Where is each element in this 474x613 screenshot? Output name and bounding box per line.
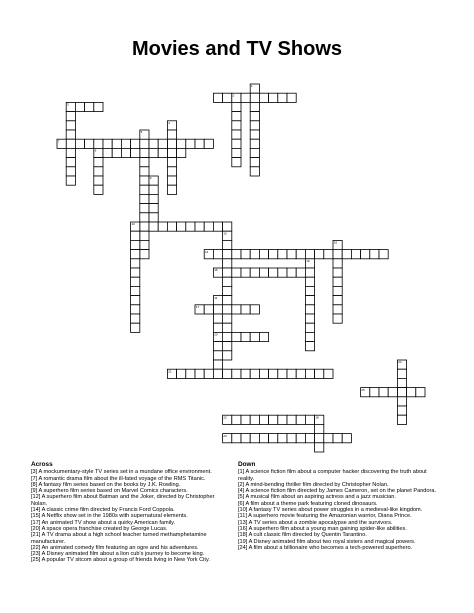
grid-cell[interactable] — [305, 314, 314, 323]
grid-cell[interactable] — [269, 268, 278, 277]
grid-cell[interactable] — [158, 139, 167, 148]
grid-cell[interactable] — [333, 268, 342, 277]
grid-cell[interactable] — [140, 240, 149, 249]
grid-cell[interactable] — [397, 397, 406, 406]
grid-cell[interactable] — [250, 305, 259, 314]
grid-cell[interactable] — [149, 222, 158, 231]
grid-cell[interactable] — [66, 148, 75, 157]
grid-cell[interactable] — [370, 250, 379, 259]
grid-cell[interactable] — [397, 406, 406, 415]
grid-cell[interactable] — [94, 185, 103, 194]
grid-cell[interactable] — [333, 277, 342, 286]
grid-cell[interactable] — [342, 434, 351, 443]
grid-cell[interactable] — [149, 194, 158, 203]
grid-cell-number: 21 — [168, 369, 172, 374]
grid-cell[interactable] — [250, 369, 259, 378]
grid-cell[interactable] — [103, 148, 112, 157]
grid-cell[interactable] — [223, 250, 232, 259]
grid-cell-number: 4 — [168, 121, 170, 125]
grid-cell[interactable] — [397, 369, 406, 378]
grid-cell[interactable] — [131, 240, 140, 249]
grid-cell[interactable] — [232, 305, 241, 314]
grid-cell[interactable] — [407, 388, 416, 397]
grid-cell[interactable] — [66, 167, 75, 176]
grid-cell[interactable] — [232, 121, 241, 130]
grid-cell[interactable] — [223, 277, 232, 286]
grid-cell[interactable] — [195, 139, 204, 148]
grid-cell[interactable] — [278, 93, 287, 102]
grid-cell[interactable] — [213, 351, 222, 360]
grid-cell[interactable] — [296, 369, 305, 378]
grid-cell-number: 2 — [232, 93, 235, 98]
grid-cell[interactable] — [351, 250, 360, 259]
grid-cell[interactable] — [333, 250, 342, 259]
grid-cell[interactable] — [186, 222, 195, 231]
grid-cell[interactable] — [287, 268, 296, 277]
grid-cell[interactable] — [158, 222, 167, 231]
grid-cell-number: 5 — [140, 130, 143, 135]
grid-cell[interactable] — [259, 250, 268, 259]
grid-cell[interactable] — [121, 139, 130, 148]
grid-cell[interactable] — [195, 222, 204, 231]
grid-cell-number: 1 — [251, 84, 253, 89]
grid-cell[interactable] — [131, 305, 140, 314]
grid-cell[interactable] — [177, 139, 186, 148]
grid-cell[interactable] — [66, 158, 75, 167]
down-clue: [1] A science fiction film about a computer hacker discovering the truth about reality. — [238, 469, 427, 482]
grid-cell[interactable] — [287, 250, 296, 259]
grid-cell[interactable] — [287, 434, 296, 443]
grid-cell[interactable] — [186, 369, 195, 378]
grid-cell[interactable] — [305, 332, 314, 341]
grid-cell[interactable] — [223, 351, 232, 360]
grid-cell[interactable] — [250, 250, 259, 259]
grid-cell[interactable] — [131, 139, 140, 148]
grid-cell-number: 17 — [195, 305, 200, 309]
grid-cell[interactable] — [223, 93, 232, 102]
grid-cell[interactable] — [66, 130, 75, 139]
grid-cell[interactable] — [259, 369, 268, 378]
grid-cell[interactable] — [333, 259, 342, 268]
grid-cell[interactable] — [305, 277, 314, 286]
across-clue: [15] A Netflix show set in the 1980s with supernatural elements. — [31, 513, 188, 520]
grid-cell[interactable] — [250, 121, 259, 130]
grid-cell[interactable] — [213, 369, 222, 378]
grid-cell[interactable] — [167, 167, 176, 176]
grid-cell[interactable] — [140, 222, 149, 231]
grid-cell[interactable] — [66, 176, 75, 185]
grid-cell[interactable] — [324, 250, 333, 259]
grid-cell[interactable] — [213, 314, 222, 323]
grid-cell[interactable] — [232, 332, 241, 341]
grid-cell[interactable] — [241, 268, 250, 277]
grid-cell[interactable] — [131, 259, 140, 268]
grid-cell[interactable] — [269, 415, 278, 424]
down-clue: [2] A mind-bending thriller film directed by Christopher Nolan. — [238, 481, 389, 488]
grid-cell-number: 24 — [398, 360, 402, 365]
grid-cell[interactable] — [269, 250, 278, 259]
across-clue: [12] A superhero film about Batman and the Joker, directed by Christopher Nolan. — [31, 494, 215, 507]
grid-cell[interactable] — [223, 240, 232, 249]
grid-cell[interactable] — [241, 369, 250, 378]
grid-cell[interactable] — [167, 222, 176, 231]
grid-cell[interactable] — [315, 434, 324, 443]
grid-cell[interactable] — [259, 268, 268, 277]
grid-cell[interactable] — [315, 250, 324, 259]
grid-cell[interactable] — [250, 130, 259, 139]
grid-cell[interactable] — [103, 139, 112, 148]
grid-cell-number: 19 — [306, 259, 310, 263]
grid-cell[interactable] — [232, 268, 241, 277]
down-clue: [11] A superhero movie featuring the Amazonian warrior, Diana Prince. — [238, 513, 412, 520]
grid-cell[interactable] — [397, 378, 406, 387]
grid-cell[interactable] — [296, 250, 305, 259]
grid-cell[interactable] — [333, 305, 342, 314]
grid-cell[interactable] — [94, 139, 103, 148]
grid-cell[interactable] — [250, 139, 259, 148]
grid-cell[interactable] — [223, 296, 232, 305]
grid-cell[interactable] — [305, 323, 314, 332]
across-clue: [7] A romantic drama film about the ill-fated voyage of the RMS Titanic. — [31, 475, 206, 482]
grid-cell[interactable] — [278, 415, 287, 424]
grid-cell[interactable] — [204, 305, 213, 314]
grid-cell[interactable] — [232, 139, 241, 148]
grid-cell[interactable] — [167, 176, 176, 185]
grid-cell[interactable] — [250, 332, 259, 341]
grid-cell[interactable] — [149, 185, 158, 194]
grid-cell[interactable] — [75, 102, 84, 111]
down-clues — [238, 462, 443, 551]
across-clue: [20] A space opera franchise created by George Lucas. — [31, 525, 168, 532]
grid-cell-number: 11 — [214, 295, 218, 300]
grid-cell[interactable] — [75, 139, 84, 148]
grid-cell-number: 13 — [223, 231, 227, 236]
grid-cell[interactable] — [167, 148, 176, 157]
grid-cell[interactable] — [213, 342, 222, 351]
grid-cell[interactable] — [333, 314, 342, 323]
grid-cell[interactable] — [195, 369, 204, 378]
down-clue: [18] A cult classic film directed by Quentin Tarantino. — [238, 532, 367, 539]
grid-cell[interactable] — [213, 305, 222, 314]
grid-cell[interactable] — [250, 167, 259, 176]
grid-cell[interactable] — [112, 139, 121, 148]
grid-cell[interactable] — [112, 148, 121, 157]
grid-cell[interactable] — [66, 121, 75, 130]
grid-cell[interactable] — [140, 148, 149, 157]
across-clue: [25] A popular TV sitcom about a group of friends living in New York City. — [31, 557, 210, 564]
grid-cell[interactable] — [94, 158, 103, 167]
grid-cell-number: 25 — [361, 387, 365, 392]
grid-cell[interactable] — [379, 388, 388, 397]
grid-cell[interactable] — [250, 112, 259, 121]
grid-cell[interactable] — [177, 369, 186, 378]
grid-cell[interactable] — [213, 323, 222, 332]
down-clue: [5] A musical film about an aspiring actress and a jazz musician. — [238, 494, 396, 501]
grid-cell[interactable] — [232, 434, 241, 443]
grid-cell[interactable] — [140, 158, 149, 167]
grid-cell[interactable] — [85, 102, 94, 111]
grid-cell[interactable] — [342, 250, 351, 259]
grid-cell[interactable] — [333, 434, 342, 443]
grid-cell[interactable] — [223, 332, 232, 341]
grid-cell-number: 14 — [205, 249, 209, 254]
grid-cell[interactable] — [259, 332, 268, 341]
grid-cell[interactable] — [250, 158, 259, 167]
grid-cell-number: 7 — [57, 139, 60, 144]
down-clue: [19] A Disney animated film about two royal sisters and magical powers. — [238, 538, 416, 545]
grid-cell[interactable] — [241, 250, 250, 259]
grid-cell[interactable] — [259, 434, 268, 443]
grid-cell[interactable] — [223, 342, 232, 351]
grid-cell[interactable] — [140, 185, 149, 194]
grid-cell[interactable] — [305, 369, 314, 378]
grid-cell[interactable] — [131, 314, 140, 323]
grid-cell-number: 20 — [214, 332, 218, 337]
grid-cell[interactable] — [94, 102, 103, 111]
grid-cell[interactable] — [66, 112, 75, 121]
grid-cell[interactable] — [259, 93, 268, 102]
grid-cell[interactable] — [167, 130, 176, 139]
grid-cell[interactable] — [131, 323, 140, 332]
down-clue: [16] A superhero film about a young man gaining spider-like abilities. — [238, 525, 407, 532]
grid-cell[interactable] — [250, 102, 259, 111]
grid-cell[interactable] — [416, 388, 425, 397]
grid-cell[interactable] — [186, 139, 195, 148]
grid-cell[interactable] — [232, 112, 241, 121]
grid-cell[interactable] — [397, 388, 406, 397]
grid-cell[interactable] — [315, 424, 324, 433]
grid-cell[interactable] — [232, 102, 241, 111]
grid-cell[interactable] — [269, 93, 278, 102]
grid-cell[interactable] — [250, 148, 259, 157]
grid-cell[interactable] — [305, 250, 314, 259]
grid-cell[interactable] — [167, 185, 176, 194]
grid-cell[interactable] — [149, 204, 158, 213]
grid-cell[interactable] — [140, 194, 149, 203]
grid-cell-number: 10 — [131, 222, 135, 227]
grid-cell[interactable] — [223, 305, 232, 314]
grid-cell[interactable] — [223, 369, 232, 378]
grid-cell[interactable] — [370, 388, 379, 397]
grid-cell[interactable] — [333, 296, 342, 305]
grid-cell[interactable] — [305, 305, 314, 314]
grid-cell[interactable] — [388, 388, 397, 397]
grid-cell[interactable] — [140, 213, 149, 222]
grid-cell[interactable] — [232, 158, 241, 167]
grid-cell[interactable] — [232, 148, 241, 157]
across-clue: [3] A mockumentary-style TV series set in a mundane office environment. — [31, 469, 212, 476]
grid-cell[interactable] — [305, 268, 314, 277]
grid-cell[interactable] — [213, 360, 222, 369]
grid-cell[interactable] — [66, 139, 75, 148]
grid-cell[interactable] — [241, 434, 250, 443]
grid-cell[interactable] — [305, 296, 314, 305]
grid-cell[interactable] — [149, 213, 158, 222]
grid-cell[interactable] — [140, 250, 149, 259]
across-clue: [21] A TV drama about a high school teacher turned methamphetamine manufacturer. — [31, 532, 207, 545]
grid-cell[interactable] — [85, 139, 94, 148]
grid-cell[interactable] — [204, 222, 213, 231]
grid-cell[interactable] — [131, 286, 140, 295]
grid-cell[interactable] — [315, 443, 324, 452]
grid-cell[interactable] — [140, 139, 149, 148]
grid-cell[interactable] — [250, 415, 259, 424]
down-clue: [6] A film about a theme park featuring cloned dinosaurs. — [238, 500, 378, 507]
grid-cell[interactable] — [259, 415, 268, 424]
grid-cell[interactable] — [278, 268, 287, 277]
grid-cell[interactable] — [296, 268, 305, 277]
grid-cell[interactable] — [140, 167, 149, 176]
grid-cell[interactable] — [324, 434, 333, 443]
grid-cell[interactable] — [232, 130, 241, 139]
grid-cell[interactable] — [204, 369, 213, 378]
across-clue: [23] A Disney animated film about a lion cub's journey to become king. — [31, 551, 205, 558]
grid-cell-number: 3 — [67, 102, 69, 107]
grid-cell[interactable] — [250, 434, 259, 443]
grid-cell[interactable] — [223, 222, 232, 231]
across-clue: [9] A superhero film series based on Marvel Comics characters. — [31, 488, 188, 495]
grid-cell[interactable] — [223, 259, 232, 268]
grid-cell-number: 15 — [214, 268, 218, 273]
grid-cell[interactable] — [213, 93, 222, 102]
grid-cell-number: 23 — [223, 433, 227, 438]
grid-cell[interactable] — [177, 148, 186, 157]
page-title: Movies and TV Shows — [131, 38, 343, 60]
grid-cell[interactable] — [121, 148, 130, 157]
grid-cell[interactable] — [204, 139, 213, 148]
grid-cell[interactable] — [278, 250, 287, 259]
grid-cell[interactable] — [315, 369, 324, 378]
grid-cell[interactable] — [269, 369, 278, 378]
grid-cell[interactable] — [278, 434, 287, 443]
grid-cell[interactable] — [250, 93, 259, 102]
grid-cell[interactable] — [379, 250, 388, 259]
grid-cell[interactable] — [149, 139, 158, 148]
down-clue: [4] A science fiction film directed by James Cameron, set on the planet Pandora. — [238, 488, 437, 495]
grid-cell[interactable] — [131, 277, 140, 286]
grid-cell[interactable] — [250, 268, 259, 277]
grid-cell[interactable] — [131, 268, 140, 277]
across-heading: Across — [31, 461, 53, 468]
grid-cell[interactable] — [131, 296, 140, 305]
grid-cell[interactable] — [287, 369, 296, 378]
grid-cell[interactable] — [333, 286, 342, 295]
grid-cell[interactable] — [305, 286, 314, 295]
grid-cell[interactable] — [223, 286, 232, 295]
grid-cell[interactable] — [131, 250, 140, 259]
grid-cell[interactable] — [94, 176, 103, 185]
grid-cell[interactable] — [140, 176, 149, 185]
grid-cell-number: 16 — [333, 240, 338, 245]
grid-cell[interactable] — [223, 314, 232, 323]
grid-cell[interactable] — [361, 250, 370, 259]
grid-cell[interactable] — [213, 250, 222, 259]
grid-cell[interactable] — [223, 268, 232, 277]
grid-cell[interactable] — [305, 434, 314, 443]
grid-cell[interactable] — [140, 204, 149, 213]
grid-cell[interactable] — [296, 415, 305, 424]
grid-cell[interactable] — [223, 323, 232, 332]
across-clue: [17] An animated TV show about a quirky American family. — [31, 519, 176, 526]
grid-cell[interactable] — [241, 305, 250, 314]
grid-cell[interactable] — [149, 148, 158, 157]
grid-cell[interactable] — [213, 222, 222, 231]
grid-cell-number: 18 — [315, 415, 319, 420]
grid-cell[interactable] — [241, 332, 250, 341]
grid-cell[interactable] — [278, 369, 287, 378]
grid-cell[interactable] — [158, 148, 167, 157]
grid-cell-number: 22 — [223, 415, 227, 420]
grid-cell[interactable] — [167, 158, 176, 167]
grid-cell[interactable] — [232, 250, 241, 259]
down-clue: [24] A film about a billionaire who becomes a tech-powered superhero. — [238, 544, 413, 551]
grid-cell[interactable] — [269, 434, 278, 443]
across-clues — [31, 462, 231, 564]
grid-cell[interactable] — [232, 369, 241, 378]
down-clue: [13] A TV series about a zombie apocalypse and the survivors. — [238, 519, 393, 526]
grid-cell[interactable] — [397, 415, 406, 424]
grid-cell[interactable] — [287, 93, 296, 102]
grid-cell[interactable] — [305, 415, 314, 424]
grid-cell[interactable] — [131, 148, 140, 157]
grid-cell[interactable] — [94, 167, 103, 176]
grid-cell[interactable] — [177, 222, 186, 231]
grid-cell[interactable] — [140, 231, 149, 240]
grid-cell[interactable] — [131, 231, 140, 240]
grid-cell[interactable] — [305, 342, 314, 351]
grid-cell[interactable] — [167, 139, 176, 148]
down-heading: Down — [238, 461, 256, 468]
grid-cell[interactable] — [232, 415, 241, 424]
grid-cell[interactable] — [287, 415, 296, 424]
down-clue: [10] A fantasy TV series about power struggles in a medieval-like kingdom. — [238, 507, 423, 514]
grid-cell[interactable] — [296, 434, 305, 443]
across-clue: [8] A fantasy film series based on the books by J.K. Rowling. — [31, 481, 181, 488]
grid-cell[interactable] — [241, 93, 250, 102]
grid-cell-number: 6 — [94, 148, 97, 153]
grid-cell[interactable] — [324, 369, 333, 378]
grid-cell[interactable] — [241, 415, 250, 424]
grid-cell-number: 9 — [149, 176, 152, 181]
across-clue: [14] A classic crime film directed by Francis Ford Coppola. — [31, 507, 175, 514]
across-clue: [22] An animated comedy film featuring an ogre and his adventures. — [31, 544, 199, 551]
